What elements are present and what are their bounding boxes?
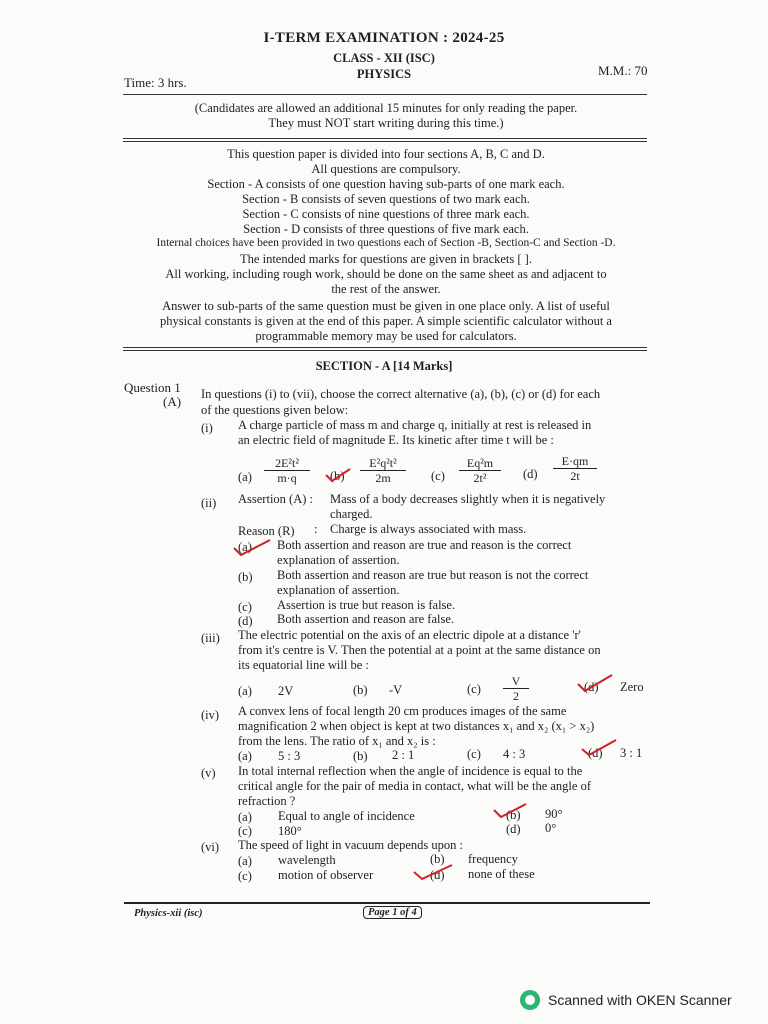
option-label: (b) [353, 683, 368, 697]
option-text: Both assertion and reason are true and reason is the correct [277, 538, 572, 552]
option-text: Both assertion and reason are true but reason is not the correct [277, 568, 589, 582]
option-text: 3 : 1 [620, 746, 643, 760]
option-text: 180° [278, 824, 302, 838]
part-label: (A) [163, 394, 182, 409]
question-number: (iv) [201, 708, 220, 722]
instructions-top-rule-2 [123, 141, 647, 142]
question-text: The electric potential on the axis of an electric dipole at a distance 'r' [238, 628, 581, 642]
question-text: an electric field of magnitude E. Its kinetic after time t will be : [238, 433, 554, 447]
option-text: motion of observer [278, 868, 374, 882]
option-text: 0° [545, 821, 557, 835]
section-title: SECTION - A [14 Marks] [315, 359, 453, 373]
option-text: Both assertion and reason are false. [277, 612, 455, 626]
option-text: frequency [468, 852, 518, 866]
option-label: (d) [588, 746, 603, 760]
instruction-line: The intended marks for questions are given in brackets [ ]. [240, 252, 532, 266]
instruction-line: Internal choices have been provided in two questions each of Section -B, Section-C and Section -D. [156, 237, 616, 249]
instructions-bottom-rule [123, 347, 647, 348]
fraction-denominator: m·q [277, 471, 297, 485]
footer-rule [124, 902, 650, 904]
option-label: (c) [238, 600, 252, 614]
option-label: (b) [430, 852, 445, 866]
fraction-denominator: 2 [513, 689, 519, 703]
instructions-bottom-rule-2 [123, 350, 647, 351]
option-label: (b) [353, 749, 368, 763]
fraction-numerator: V [503, 674, 529, 689]
instruction-line: All working, including rough work, should be done on the same sheet as and adjacent to [165, 267, 607, 281]
option-label: (c) [467, 747, 481, 761]
option-fraction [503, 674, 529, 703]
option-text: none of these [468, 867, 535, 881]
answer-tick-icon [412, 862, 454, 882]
answer-tick-icon [492, 802, 528, 822]
question-text: critical angle for the pair of media in contact, what will be the angle of [238, 779, 591, 793]
option-text: 2 : 1 [392, 748, 415, 762]
option-fraction [360, 456, 406, 485]
option-text: explanation of assertion. [277, 553, 400, 567]
question-text: magnification 2 when object is kept at two distances x₁ and x₂ (x₁ > x₂) [238, 719, 595, 733]
option-label: (d) [584, 680, 599, 694]
instruction-line: Answer to sub-parts of the same question must be given in one place only. A list of useful [162, 299, 610, 313]
reason-separator: : [314, 522, 318, 536]
instruction-line: Section - A consists of one question having sub-parts of one mark each. [207, 177, 565, 191]
reason-label: Reason (R) [238, 524, 295, 538]
fraction-denominator: 2m [375, 471, 391, 485]
page-number: Page 1 of 4 [363, 906, 422, 919]
fraction-denominator: 2t [570, 469, 580, 483]
question-text: A charge particle of mass m and charge q, initially at rest is released in [238, 418, 592, 432]
question-label: Question 1 [124, 380, 181, 395]
answer-tick-icon [576, 672, 614, 694]
option-label: (c) [467, 682, 481, 696]
class-label: CLASS - XII (ISC) [333, 51, 435, 65]
max-marks: M.M.: 70 [598, 63, 648, 78]
option-label: (d) [506, 822, 521, 836]
question-number: (ii) [201, 496, 217, 510]
reason-text: Charge is always associated with mass. [330, 522, 527, 536]
option-label: (c) [238, 824, 252, 838]
question-text: In total internal reflection when the angle of incidence is equal to the [238, 764, 583, 778]
instruction-line: Section - C consists of nine questions of three mark each. [242, 207, 530, 221]
footer-subject: Physics-xii (isc) [134, 908, 203, 919]
reading-note-1: (Candidates are allowed an additional 15 minutes for only reading the paper. [194, 101, 578, 115]
question-text: refraction ? [238, 794, 296, 808]
option-label: (b) [238, 570, 253, 584]
instruction-line: physical constants is given at the end of this paper. A simple scientific calculator without a [160, 314, 612, 328]
option-label: (c) [238, 869, 252, 883]
fraction-numerator: E²q²t² [360, 456, 406, 471]
question-text: The speed of light in vacuum depends upon : [238, 838, 463, 852]
option-label: (a) [238, 749, 252, 763]
option-fraction [264, 456, 310, 485]
assertion-label: Assertion (A) : [238, 492, 313, 506]
fraction-numerator: Eq²m [459, 456, 501, 471]
fraction-numerator: 2E²t² [264, 456, 310, 471]
question-text: from the lens. The ratio of x₁ and x₂ is : [238, 734, 436, 748]
instruction-line: programmable memory may be used for calculators. [255, 329, 517, 343]
question-number: (iii) [201, 631, 220, 645]
option-text: Zero [620, 680, 644, 694]
option-label: (a) [238, 810, 252, 824]
option-fraction [553, 454, 597, 483]
answer-tick-icon [580, 738, 618, 758]
header-divider [123, 94, 647, 95]
scanner-text: Scanned with OKEN Scanner [548, 992, 732, 1008]
exam-title: I-TERM EXAMINATION : 2024-25 [263, 30, 505, 46]
scanner-watermark [520, 990, 732, 1010]
option-label: (a) [238, 684, 252, 698]
fraction-denominator: 2t² [473, 471, 487, 485]
instruction-line: This question paper is divided into four sections A, B, C and D. [227, 147, 545, 161]
option-label: (d) [523, 467, 538, 481]
option-label: (b) [330, 469, 345, 483]
option-label: (a) [238, 540, 252, 554]
option-text: 4 : 3 [503, 747, 526, 761]
instruction-line: Section - B consists of seven questions of two mark each. [242, 192, 530, 206]
section-intro-2: of the questions given below: [201, 403, 349, 417]
question-number: (i) [201, 421, 213, 435]
option-text: explanation of assertion. [277, 583, 400, 597]
instructions-top-rule [123, 138, 647, 139]
instruction-line: the rest of the answer. [331, 282, 441, 296]
subject-label: PHYSICS [356, 67, 412, 81]
option-text: wavelength [278, 853, 336, 867]
question-number: (v) [201, 766, 216, 780]
option-text: 90° [545, 807, 563, 821]
option-fraction [459, 456, 501, 485]
option-label: (d) [238, 614, 253, 628]
option-label: (c) [431, 469, 445, 483]
option-label: (b) [506, 808, 521, 822]
option-label: (a) [238, 470, 252, 484]
instruction-line: Section - D consists of three questions of five mark each. [243, 222, 529, 236]
option-text: -V [389, 683, 403, 697]
scanner-logo-icon [520, 990, 540, 1010]
instruction-line: All questions are compulsory. [311, 162, 461, 176]
assertion-text: charged. [330, 507, 373, 521]
answer-tick-icon [324, 466, 352, 484]
question-text: from it's centre is V. Then the potential at a point at the same distance on [238, 643, 601, 657]
answer-tick-icon [232, 538, 272, 558]
assertion-text: Mass of a body decreases slightly when it is negatively [330, 492, 606, 506]
option-label: (d) [430, 868, 445, 882]
option-text: Equal to angle of incidence [278, 809, 415, 823]
option-label: (a) [238, 854, 252, 868]
section-intro-1: In questions (i) to (vii), choose the correct alternative (a), (b), (c) or (d) for each [201, 387, 601, 401]
option-text: Assertion is true but reason is false. [277, 598, 456, 612]
fraction-numerator: E·qm [553, 454, 597, 469]
option-text: 2V [278, 684, 294, 698]
question-number: (vi) [201, 840, 220, 854]
time-label: Time: 3 hrs. [124, 75, 187, 90]
question-text: A convex lens of focal length 20 cm produces images of the same [238, 704, 567, 718]
question-text: its equatorial line will be : [238, 658, 369, 672]
option-text: 5 : 3 [278, 749, 301, 763]
reading-note-2: They must NOT start writing during this time.) [268, 116, 504, 130]
